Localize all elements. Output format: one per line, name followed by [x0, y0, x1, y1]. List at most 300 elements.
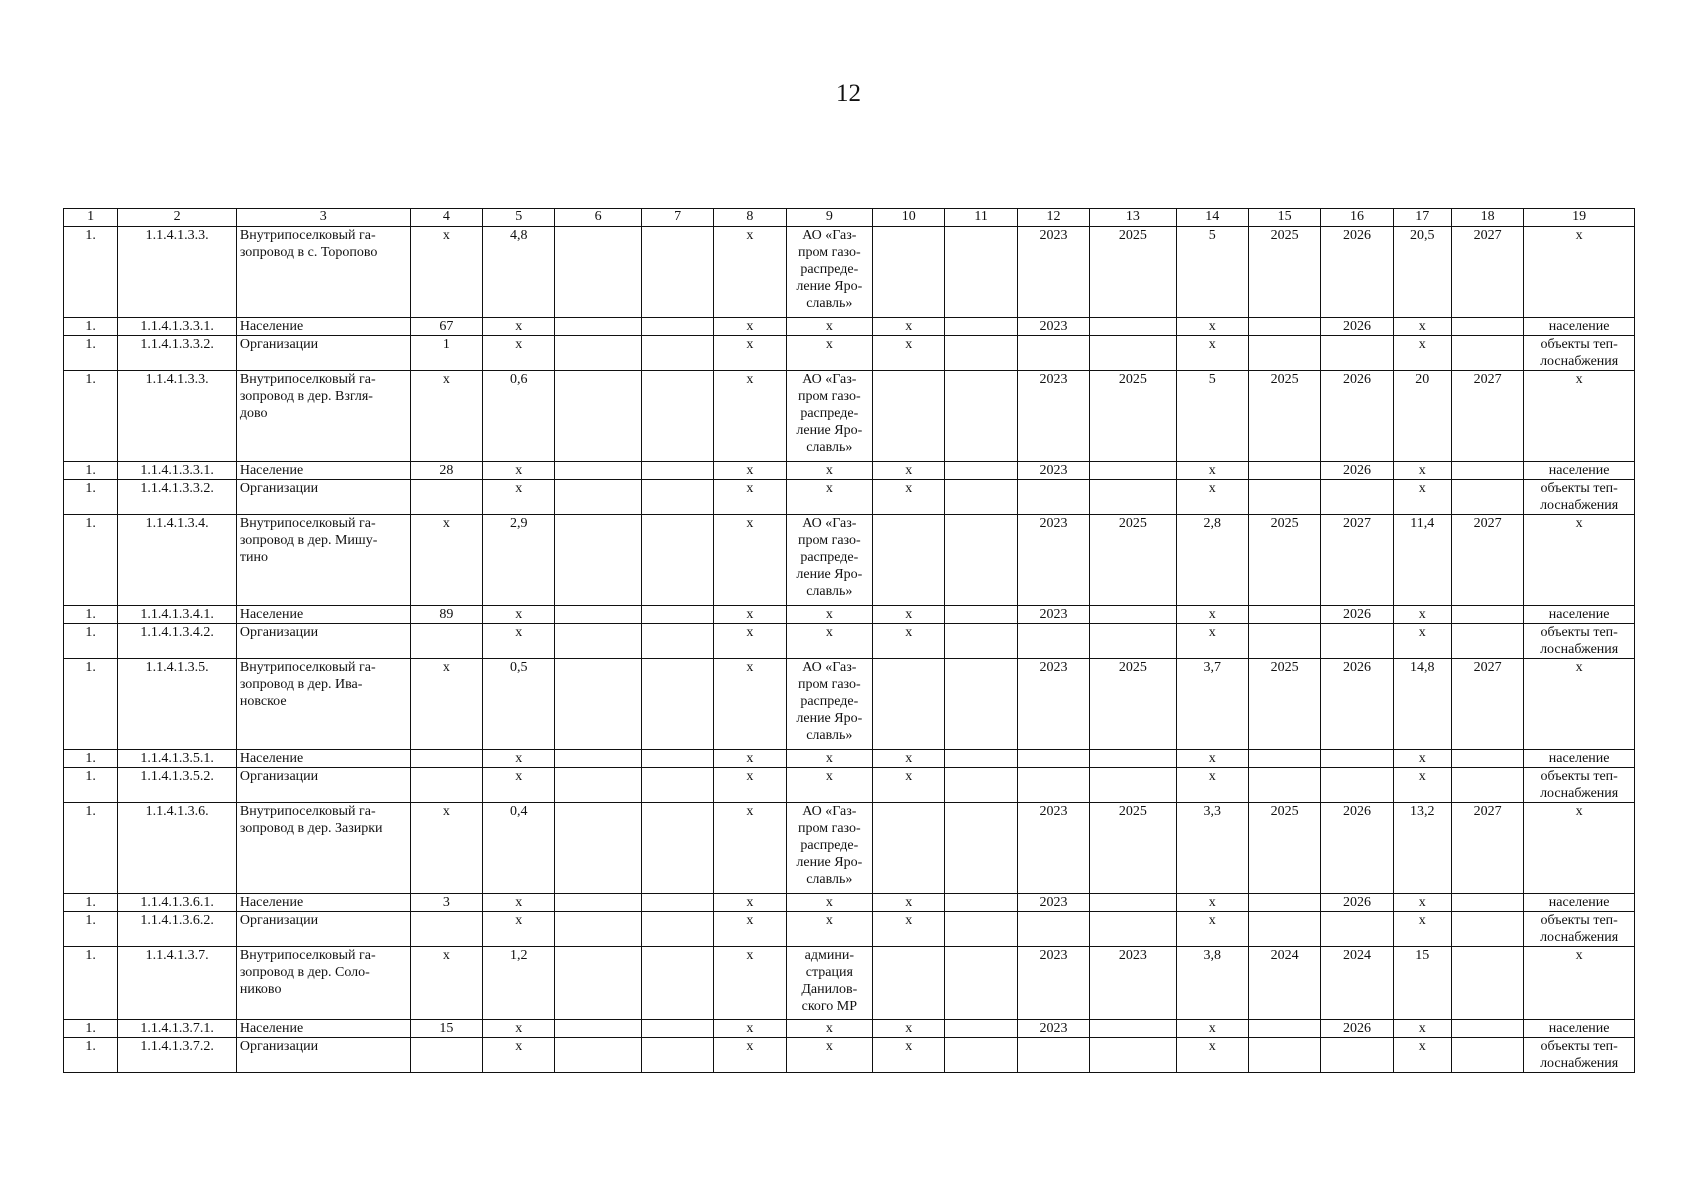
table-cell	[1451, 894, 1523, 912]
table-cell	[641, 1038, 713, 1073]
table-cell	[945, 912, 1017, 947]
table-cell: население	[1524, 894, 1635, 912]
table-cell: 1.1.4.1.3.6.1.	[118, 894, 237, 912]
table-cell: 1.	[64, 480, 118, 515]
table-cell	[1451, 624, 1523, 659]
table-cell: 2026	[1321, 803, 1393, 894]
table-cell: 2023	[1017, 318, 1089, 336]
table-cell	[1451, 1020, 1523, 1038]
table-cell	[555, 318, 641, 336]
table-cell	[641, 606, 713, 624]
table-cell: х	[714, 1020, 786, 1038]
table-cell: х	[1393, 1020, 1451, 1038]
table-row	[64, 803, 1635, 894]
header-cell: 9	[786, 209, 872, 227]
header-cell: 10	[873, 209, 945, 227]
table-cell: х	[714, 318, 786, 336]
table-cell	[873, 947, 945, 1020]
table-cell: 2023	[1017, 462, 1089, 480]
table-cell	[1017, 480, 1089, 515]
table-cell	[1248, 606, 1320, 624]
table-row	[64, 371, 1635, 462]
table-cell: АО «Газ- пром газо- распреде- ление Яро- славль»	[786, 227, 872, 318]
table-cell: х	[1176, 462, 1248, 480]
table-cell: х	[873, 336, 945, 371]
table-cell: Внутрипоселковый га- зопровод в дер. Мишу- тино	[236, 515, 410, 606]
table-cell: х	[786, 1038, 872, 1073]
table-cell: 1.1.4.1.3.3.1.	[118, 462, 237, 480]
table-cell: 1.1.4.1.3.6.2.	[118, 912, 237, 947]
table-cell	[945, 606, 1017, 624]
table-cell	[641, 371, 713, 462]
table-cell: х	[1393, 912, 1451, 947]
table-cell	[641, 318, 713, 336]
table-cell: х	[483, 336, 555, 371]
table-cell: х	[786, 624, 872, 659]
table-cell	[1090, 480, 1176, 515]
table-cell: 1.1.4.1.3.5.1.	[118, 750, 237, 768]
table-cell: х	[1524, 371, 1635, 462]
table-cell: х	[1176, 1038, 1248, 1073]
table-cell: 1.1.4.1.3.5.2.	[118, 768, 237, 803]
header-cell: 6	[555, 209, 641, 227]
table-cell: 1.	[64, 1020, 118, 1038]
table-cell: х	[1176, 750, 1248, 768]
table-cell: 1.	[64, 624, 118, 659]
header-cell: 12	[1017, 209, 1089, 227]
table-cell	[1090, 768, 1176, 803]
table-cell: Население	[236, 894, 410, 912]
header-row	[64, 209, 1635, 227]
table-cell: 1.1.4.1.3.4.2.	[118, 624, 237, 659]
table-cell	[555, 606, 641, 624]
table-cell: 1.	[64, 912, 118, 947]
table-cell: 89	[410, 606, 482, 624]
table-cell	[1451, 947, 1523, 1020]
table-cell	[1090, 1038, 1176, 1073]
table-cell: 2026	[1321, 659, 1393, 750]
table-cell	[1090, 624, 1176, 659]
table-cell: 1.	[64, 947, 118, 1020]
table-cell: население	[1524, 606, 1635, 624]
table-cell	[555, 515, 641, 606]
table-cell: х	[786, 912, 872, 947]
table-cell	[641, 768, 713, 803]
table-cell	[1248, 1020, 1320, 1038]
table-cell	[945, 768, 1017, 803]
table-cell: х	[714, 462, 786, 480]
table-row	[64, 894, 1635, 912]
table-cell: 1.1.4.1.3.3.2.	[118, 480, 237, 515]
table-cell: 2023	[1017, 659, 1089, 750]
table-cell: АО «Газ- пром газо- распреде- ление Яро- славль»	[786, 371, 872, 462]
table-cell: х	[714, 227, 786, 318]
table-cell	[555, 336, 641, 371]
table-cell: х	[786, 318, 872, 336]
table-cell: админи- страция Данилов- ского МР	[786, 947, 872, 1020]
table-cell: 1,2	[483, 947, 555, 1020]
table-cell: 2025	[1248, 371, 1320, 462]
table-cell	[1017, 768, 1089, 803]
header-cell: 16	[1321, 209, 1393, 227]
table-cell	[1451, 318, 1523, 336]
table-cell: 1.1.4.1.3.5.	[118, 659, 237, 750]
header-cell: 4	[410, 209, 482, 227]
table-row	[64, 515, 1635, 606]
table-cell: 1.1.4.1.3.7.1.	[118, 1020, 237, 1038]
table-cell: 2025	[1090, 227, 1176, 318]
table-cell: 2027	[1451, 803, 1523, 894]
table-cell: х	[714, 894, 786, 912]
table-cell: 1.1.4.1.3.7.2.	[118, 1038, 237, 1073]
table-row	[64, 750, 1635, 768]
table-cell: х	[714, 803, 786, 894]
table-cell: 0,4	[483, 803, 555, 894]
header-cell: 13	[1090, 209, 1176, 227]
table-cell: 1.1.4.1.3.3.2.	[118, 336, 237, 371]
table-cell	[641, 659, 713, 750]
table-cell	[873, 659, 945, 750]
table-cell: х	[1393, 480, 1451, 515]
table-cell: х	[1393, 1038, 1451, 1073]
table-cell: х	[873, 606, 945, 624]
table-cell	[641, 750, 713, 768]
table-cell: 2026	[1321, 462, 1393, 480]
table-cell: Организации	[236, 768, 410, 803]
table-cell: 4,8	[483, 227, 555, 318]
table-cell: 3,8	[1176, 947, 1248, 1020]
table-cell: 3,7	[1176, 659, 1248, 750]
table-cell: 2026	[1321, 894, 1393, 912]
table-cell: 1	[410, 336, 482, 371]
table-cell	[1090, 750, 1176, 768]
table-cell: 2026	[1321, 227, 1393, 318]
table-cell	[945, 624, 1017, 659]
table-cell: х	[714, 336, 786, 371]
table-cell: 2023	[1017, 947, 1089, 1020]
table-cell: 28	[410, 462, 482, 480]
table-cell	[945, 227, 1017, 318]
table-row	[64, 768, 1635, 803]
table-cell: 2026	[1321, 318, 1393, 336]
table-cell: 1.	[64, 462, 118, 480]
table-cell: 1.1.4.1.3.4.	[118, 515, 237, 606]
table-cell: х	[714, 606, 786, 624]
table-row	[64, 336, 1635, 371]
table-cell	[1321, 912, 1393, 947]
table-cell: х	[786, 480, 872, 515]
table-cell	[1248, 912, 1320, 947]
table-cell: 3	[410, 894, 482, 912]
table-cell: 1.1.4.1.3.3.	[118, 227, 237, 318]
table-cell	[1451, 750, 1523, 768]
table-cell	[873, 803, 945, 894]
table-cell	[641, 894, 713, 912]
table-cell: 5	[1176, 227, 1248, 318]
table-cell	[410, 624, 482, 659]
table-cell: х	[714, 480, 786, 515]
table-row	[64, 318, 1635, 336]
table-cell: х	[410, 947, 482, 1020]
table-cell	[1017, 750, 1089, 768]
table-cell: 15	[1393, 947, 1451, 1020]
table-cell: 2023	[1017, 371, 1089, 462]
table-cell: х	[1393, 462, 1451, 480]
table-cell	[1017, 1038, 1089, 1073]
table-cell: Внутрипоселковый га- зопровод в дер. Зазирки	[236, 803, 410, 894]
table-cell: 1.1.4.1.3.4.1.	[118, 606, 237, 624]
table-cell: х	[873, 318, 945, 336]
table-cell	[555, 462, 641, 480]
table-cell: 2024	[1321, 947, 1393, 1020]
table-cell: х	[1176, 894, 1248, 912]
table-cell	[641, 462, 713, 480]
table-cell: объекты теп- лоснабжения	[1524, 624, 1635, 659]
table-cell	[945, 803, 1017, 894]
table-cell: х	[873, 1020, 945, 1038]
header-cell: 14	[1176, 209, 1248, 227]
table-row	[64, 462, 1635, 480]
table-cell: АО «Газ- пром газо- распреде- ление Яро- славль»	[786, 659, 872, 750]
table-cell: 2023	[1090, 947, 1176, 1020]
table-cell: х	[786, 606, 872, 624]
table-cell: 2027	[1451, 371, 1523, 462]
table-cell	[410, 768, 482, 803]
table-cell: 20,5	[1393, 227, 1451, 318]
table-cell: объекты теп- лоснабжения	[1524, 336, 1635, 371]
table-cell: 1.	[64, 659, 118, 750]
table-cell: Население	[236, 750, 410, 768]
table-cell: Внутрипоселковый га- зопровод в дер. Взгля- дово	[236, 371, 410, 462]
table-cell	[641, 1020, 713, 1038]
table-cell: 1.	[64, 318, 118, 336]
table-cell	[1017, 912, 1089, 947]
table-cell	[641, 515, 713, 606]
table-cell: х	[483, 1020, 555, 1038]
table-cell: население	[1524, 318, 1635, 336]
table-cell	[555, 1038, 641, 1073]
table-cell	[1090, 336, 1176, 371]
table-cell: 2025	[1248, 659, 1320, 750]
table-cell	[945, 515, 1017, 606]
table-cell	[1321, 1038, 1393, 1073]
table-row	[64, 912, 1635, 947]
table-cell: х	[714, 371, 786, 462]
table-cell: х	[786, 462, 872, 480]
table-cell: 2025	[1090, 515, 1176, 606]
table-cell: 2026	[1321, 371, 1393, 462]
table-cell: х	[873, 462, 945, 480]
table-row	[64, 606, 1635, 624]
table-cell	[945, 480, 1017, 515]
table-cell	[1321, 624, 1393, 659]
table-cell: население	[1524, 1020, 1635, 1038]
table-cell: 2025	[1248, 515, 1320, 606]
table-cell: Внутрипоселковый га- зопровод в с. Торопово	[236, 227, 410, 318]
table-cell: 2026	[1321, 1020, 1393, 1038]
table-cell	[1451, 462, 1523, 480]
table-cell: 1.	[64, 803, 118, 894]
table-cell: Население	[236, 462, 410, 480]
table-cell	[1248, 480, 1320, 515]
table-cell	[1321, 750, 1393, 768]
table-cell	[1248, 336, 1320, 371]
table-cell	[945, 1038, 1017, 1073]
table-cell	[1017, 336, 1089, 371]
table-cell: х	[786, 1020, 872, 1038]
table-cell: 1.	[64, 768, 118, 803]
table-cell: АО «Газ- пром газо- распреде- ление Яро- славль»	[786, 515, 872, 606]
table-cell: х	[410, 803, 482, 894]
table-cell: х	[873, 1038, 945, 1073]
table-cell: х	[873, 894, 945, 912]
table-cell: х	[873, 768, 945, 803]
table-cell: х	[1393, 750, 1451, 768]
header-cell: 5	[483, 209, 555, 227]
table-cell	[1321, 480, 1393, 515]
table-cell: х	[483, 624, 555, 659]
table-cell: 2023	[1017, 894, 1089, 912]
table-cell	[1248, 750, 1320, 768]
header-cell: 7	[641, 209, 713, 227]
table-cell: 2023	[1017, 803, 1089, 894]
table-cell: х	[410, 227, 482, 318]
table-cell: 13,2	[1393, 803, 1451, 894]
table-cell: население	[1524, 750, 1635, 768]
table-cell: х	[483, 480, 555, 515]
table-cell	[873, 371, 945, 462]
table-cell	[555, 768, 641, 803]
table-cell: х	[1393, 318, 1451, 336]
table-cell: х	[410, 659, 482, 750]
table-cell: х	[714, 659, 786, 750]
header-cell: 15	[1248, 209, 1320, 227]
table-cell	[555, 947, 641, 1020]
table-cell: х	[1176, 606, 1248, 624]
table-cell: 1.1.4.1.3.3.1.	[118, 318, 237, 336]
table-cell: объекты теп- лоснабжения	[1524, 912, 1635, 947]
table-row	[64, 659, 1635, 750]
header-cell: 8	[714, 209, 786, 227]
table-cell: 2025	[1090, 803, 1176, 894]
table-cell: 2027	[1451, 515, 1523, 606]
table-cell	[1321, 336, 1393, 371]
table-cell: х	[873, 480, 945, 515]
table-cell	[555, 480, 641, 515]
table-cell: х	[714, 750, 786, 768]
table-cell	[945, 1020, 1017, 1038]
table-cell: 1.1.4.1.3.7.	[118, 947, 237, 1020]
table-cell: х	[483, 462, 555, 480]
table-cell: 0,6	[483, 371, 555, 462]
table-cell	[945, 371, 1017, 462]
table-cell: 2027	[1321, 515, 1393, 606]
table-cell: х	[1393, 624, 1451, 659]
table-cell	[873, 227, 945, 318]
table-cell	[555, 894, 641, 912]
header-cell: 11	[945, 209, 1017, 227]
table-cell	[555, 912, 641, 947]
table-cell	[1017, 624, 1089, 659]
table-cell: х	[1524, 227, 1635, 318]
table-cell: 1.	[64, 371, 118, 462]
table-cell: 2025	[1248, 803, 1320, 894]
table-cell: х	[1393, 768, 1451, 803]
table-cell	[555, 624, 641, 659]
table-cell	[945, 659, 1017, 750]
table-cell: 2023	[1017, 606, 1089, 624]
table-cell: 2025	[1090, 371, 1176, 462]
table-cell: х	[714, 1038, 786, 1073]
header-cell: 2	[118, 209, 237, 227]
table-cell: х	[1524, 515, 1635, 606]
table-cell: х	[714, 624, 786, 659]
table-cell: х	[786, 336, 872, 371]
header-cell: 19	[1524, 209, 1635, 227]
table-cell: х	[873, 912, 945, 947]
table-cell: население	[1524, 462, 1635, 480]
table-cell	[641, 336, 713, 371]
table-cell: х	[483, 768, 555, 803]
table-cell	[1248, 318, 1320, 336]
table-cell	[555, 227, 641, 318]
table-cell	[641, 227, 713, 318]
table-cell: х	[714, 912, 786, 947]
table-row	[64, 624, 1635, 659]
table-cell: 3,3	[1176, 803, 1248, 894]
table-cell	[410, 480, 482, 515]
table-cell	[1248, 768, 1320, 803]
table-cell: х	[1176, 336, 1248, 371]
table-cell: 20	[1393, 371, 1451, 462]
table-cell	[555, 803, 641, 894]
table-row	[64, 1020, 1635, 1038]
table-cell: х	[1524, 803, 1635, 894]
table-cell	[641, 912, 713, 947]
table-cell: х	[714, 768, 786, 803]
table-cell: х	[483, 606, 555, 624]
table-cell: х	[410, 515, 482, 606]
table-cell: 1.	[64, 894, 118, 912]
table-cell: 2,8	[1176, 515, 1248, 606]
table-cell	[410, 1038, 482, 1073]
table-cell: 1.	[64, 227, 118, 318]
table-cell	[1248, 624, 1320, 659]
header-cell: 17	[1393, 209, 1451, 227]
table-cell: Внутрипоселковый га- зопровод в дер. Соло- никово	[236, 947, 410, 1020]
table-cell: 2026	[1321, 606, 1393, 624]
table-cell	[945, 336, 1017, 371]
table-cell	[1451, 912, 1523, 947]
table-cell: х	[1176, 768, 1248, 803]
table-cell: х	[1176, 1020, 1248, 1038]
table-cell: Организации	[236, 1038, 410, 1073]
table-cell: 0,5	[483, 659, 555, 750]
table-cell: 15	[410, 1020, 482, 1038]
table-cell: Внутрипоселковый га- зопровод в дер. Ива- новское	[236, 659, 410, 750]
table-cell	[873, 515, 945, 606]
table-cell: объекты теп- лоснабжения	[1524, 1038, 1635, 1073]
table-cell: Организации	[236, 912, 410, 947]
table-cell: Организации	[236, 480, 410, 515]
table-cell	[945, 894, 1017, 912]
table-cell	[1248, 1038, 1320, 1073]
table-cell: х	[1524, 659, 1635, 750]
table-cell: Население	[236, 318, 410, 336]
table-cell: объекты теп- лоснабжения	[1524, 768, 1635, 803]
table-cell: х	[1393, 336, 1451, 371]
table-cell	[555, 659, 641, 750]
